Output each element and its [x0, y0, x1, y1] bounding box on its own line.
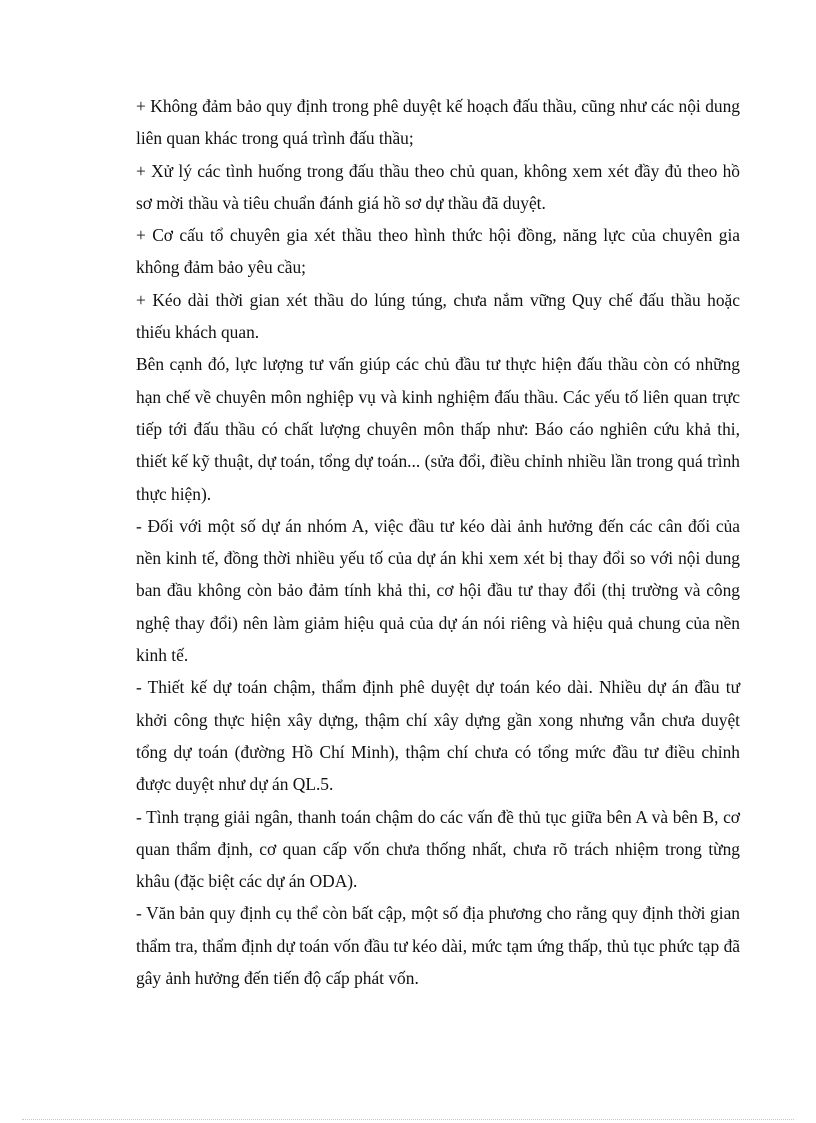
paragraph-group-a-projects: - Đối với một số dự án nhóm A, việc đầu tư kéo dài ảnh hưởng đến các cân đối của nền kinh tế, đồng thời nhiều yếu tố của dự án khi xem xét bị thay đổi so với nội dung ban đầu không còn bảo đảm tính khả thi, cơ hội đầu tư thay đổi (thị trường và công nghệ thay đổi) nên làm giảm hiệu quả của dự án nói riêng và hiệu quả chung của nền kinh tế.: [136, 515, 740, 666]
paragraph-slow-estimate-design: - Thiết kế dự toán chậm, thẩm định phê duyệt dự toán kéo dài. Nhiều dự án đầu tư khởi công thực hiện xây dựng, thậm chí xây dựng gần xong nhưng vẫn chưa duyệt tổng dự toán (đường Hồ Chí Minh), thậm chí chưa có tổng mức đầu tư điều chỉnh được duyệt như dự án QL.5.: [136, 677, 740, 795]
paragraph-bullet-expert-team: + Cơ cấu tổ chuyên gia xét thầu theo hình thức hội đồng, năng lực của chuyên gia không đảm bảo yêu cầu;: [136, 225, 740, 278]
paragraph-bullet-prolonged-evaluation: + Kéo dài thời gian xét thầu do lúng túng, chưa nắm vững Quy chế đấu thầu hoặc thiếu khách quan.: [136, 289, 740, 343]
paragraph-bullet-subjective-handling: + Xử lý các tình huống trong đấu thầu theo chủ quan, không xem xét đầy đủ theo hồ sơ mời thầu và tiêu chuẩn đánh giá hồ sơ dự thầu đã duyệt.: [136, 160, 740, 213]
paragraph-regulation-inadequacy: - Văn bản quy định cụ thể còn bất cập, một số địa phương cho rằng quy định thời gian thẩm tra, thẩm định dự toán vốn đầu tư kéo dài, mức tạm ứng thấp, thủ tục phức tạp đã gây ảnh hưởng đến tiến độ cấp phát vốn.: [136, 903, 740, 989]
page-bottom-divider: [22, 1119, 794, 1120]
paragraph-slow-disbursement: - Tình trạng giải ngân, thanh toán chậm do các vấn đề thủ tục giữa bên A và bên B, cơ quan thẩm định, cơ quan cấp vốn chưa thống nhất, chưa rõ trách nhiệm trong từng khâu (đặc biệt các dự án ODA).: [136, 806, 740, 892]
paragraph-consultant-limitations: Bên cạnh đó, lực lượng tư vấn giúp các chủ đầu tư thực hiện đấu thầu còn có những hạn chế về chuyên môn nghiệp vụ và kinh nghiệm đấu thầu. Các yếu tố liên quan trực tiếp tới đấu thầu có chất lượng chuyên môn thấp như: Báo cáo nghiên cứu khả thi, thiết kế kỹ thuật, dự toán, tổng dự toán... (sửa đổi, điều chỉnh nhiều lần trong quá trình thực hiện).: [136, 354, 740, 504]
paragraph-bullet-plan-approval: + Không đảm bảo quy định trong phê duyệt kế hoạch đấu thầu, cũng như các nội dung liên quan khác trong quá trình đấu thầu;: [136, 96, 740, 149]
document-body: [136, 90, 740, 994]
